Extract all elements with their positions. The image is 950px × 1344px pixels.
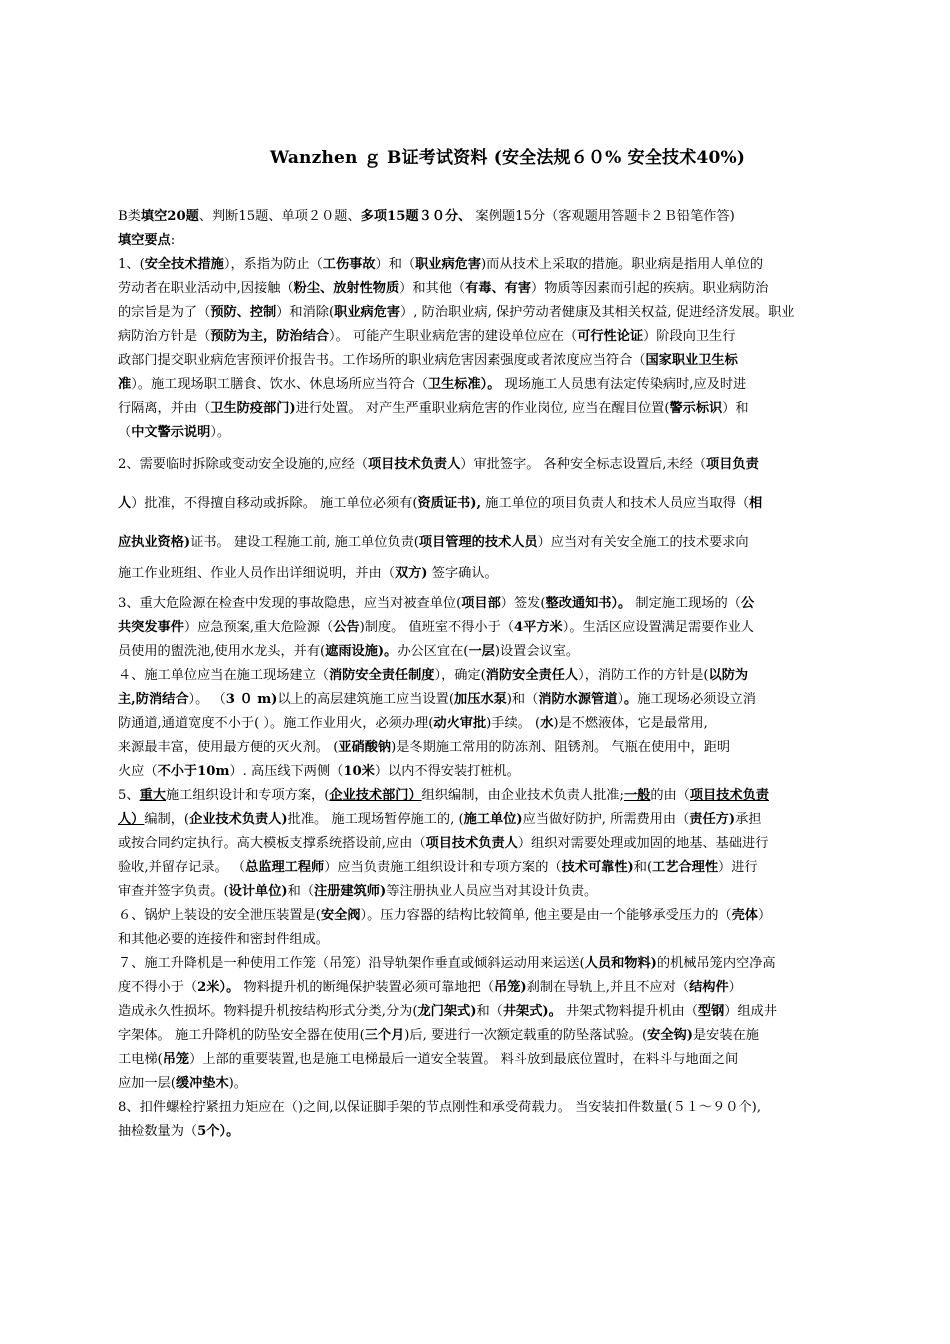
- body-text: :: [170, 233, 176, 248]
- bold-answer: 工艺合理性: [652, 860, 719, 875]
- bold-answer: 项目负责: [706, 457, 759, 472]
- body-text: 物料提升机的断绳保护装置必须可靠地把（: [239, 980, 495, 995]
- body-text: ），确定(: [434, 668, 486, 683]
- body-text: 和（: [476, 1004, 503, 1019]
- text-line: [118, 664, 836, 688]
- body-text: )制度。 值班室不得小于（: [359, 620, 514, 635]
- text-line: [118, 616, 836, 640]
- bold-answer: 注册建筑师): [314, 884, 387, 899]
- bold-answer: 填空20题: [140, 209, 199, 224]
- body-text: ），系指为防止（: [223, 257, 323, 272]
- body-text: 1、(: [118, 257, 145, 272]
- body-text: ）: [757, 908, 772, 923]
- bold-answer: 企业技术负责人): [189, 812, 288, 827]
- bold-answer: 项目部: [461, 596, 501, 611]
- bold-answer: 井架式)。: [502, 1004, 562, 1019]
- bold-answer: 应执业资格): [118, 535, 191, 550]
- text-line: [118, 712, 836, 736]
- bold-answer: 准: [118, 377, 132, 392]
- text-line: [118, 760, 836, 784]
- text-line: [118, 1096, 836, 1120]
- body-text: 施工作业班组、作业人员作出详细说明，并由（: [118, 566, 395, 581]
- bold-answer: [329, 788, 421, 803]
- body-text: 施工单位的项目负责人和技术人员应当取得（: [481, 496, 750, 511]
- body-text: 政部门提交职业病危害预评价报告书。工作场所的职业病危害因素强度或者浓度应当符合（: [118, 353, 646, 368]
- bold-answer: 填空要点: [118, 233, 171, 248]
- text-line: [118, 277, 836, 301]
- body-text: 施工组织设计和专项方案，(: [165, 788, 330, 803]
- bold-answer: 亚硝酸钠: [338, 740, 392, 755]
- body-text: ）应当对有关安全施工的技术要求向: [537, 535, 749, 550]
- body-text: ），消防工作的方针是(: [578, 668, 709, 683]
- text-line: [118, 880, 836, 904]
- body-text: 或按合同约定执行。高大模板支撑系统搭设前,应由（: [118, 836, 426, 851]
- bold-answer: 双方): [394, 566, 428, 581]
- text-line: [118, 976, 836, 1000]
- body-text: ）审批签字。 各种安全标志设置后,未经（: [460, 457, 707, 472]
- body-text: ）。 （: [188, 692, 226, 707]
- underlined-bold-text: 项目技术负责: [689, 788, 769, 803]
- bold-answer: 工伤事故: [322, 257, 376, 272]
- text-line: [118, 484, 836, 523]
- body-text: 案例题15分（客观题用答题卡２Ｂ铅笔作答): [471, 209, 735, 224]
- body-text: ）和其他（: [399, 281, 466, 296]
- text-line: [118, 349, 836, 373]
- body-text: 火应（: [118, 764, 158, 779]
- bold-answer: 安全钩): [647, 1028, 693, 1043]
- bold-answer: 总监理工程师: [245, 860, 325, 875]
- body-text: ）批准，不得擅自移动或拆除。 施工单位必须有(: [131, 496, 418, 511]
- bold-answer: 职业病危害: [415, 257, 482, 272]
- bold-answer: 4平方米: [513, 620, 563, 635]
- bold-answer: 消防安全责任人: [485, 668, 579, 683]
- bold-answer: 吊笼): [494, 980, 527, 995]
- body-text: 审查并签字负责。(: [118, 884, 229, 899]
- body-text: ）组成井: [724, 1004, 778, 1019]
- bold-answer: [140, 788, 166, 803]
- text-line: [118, 1072, 836, 1096]
- body-text: 证书。 建设工程施工前, 施工单位负责(: [190, 535, 419, 550]
- bold-answer: 动火审批: [433, 716, 487, 731]
- body-text: ７、施工升降机是一种使用工作笼（吊笼）沿导轨架作垂直或倾斜运动用来运送(: [118, 956, 585, 971]
- bold-answer: 消防安全责任制度: [329, 668, 435, 683]
- bold-answer: 卫生标准）。: [427, 377, 501, 392]
- text-line: [118, 640, 836, 664]
- body-text: ）. 高压线下两侧（: [229, 764, 344, 779]
- bold-answer: [690, 788, 769, 803]
- body-text: ）应当负责施工组织设计和专项方案的（: [324, 860, 562, 875]
- text-line: [118, 421, 836, 445]
- bold-answer: 以防为: [708, 668, 749, 683]
- body-text: ）和: [722, 401, 749, 416]
- body-text: )是冬期施工常用的防冻剂、阻锈剂。 气瓶在使用中，距明: [391, 740, 731, 755]
- text-line: [118, 397, 836, 421]
- bold-answer: 共突发事件: [118, 620, 184, 635]
- body-text: 制定施工现场的（: [631, 596, 741, 611]
- text-line: [118, 373, 836, 397]
- body-text: 劳动者在职业活动中,因接触（: [118, 281, 294, 296]
- body-text: )手续。 (: [486, 716, 541, 731]
- bold-answer: 有毒、有害: [465, 281, 532, 296]
- body-text: 应加一层(: [118, 1076, 176, 1091]
- text-line: [118, 904, 836, 928]
- body-text: 承担: [735, 812, 762, 827]
- text-line: [118, 688, 836, 712]
- bold-answer: 一层: [468, 644, 495, 659]
- body-text: 办公区宜在(: [397, 644, 469, 659]
- bold-answer: 施工单位): [463, 812, 523, 827]
- text-line: [118, 952, 836, 976]
- bold-answer: 整改通知书）。: [545, 596, 632, 611]
- bold-answer: 项目技术负责人: [425, 836, 518, 851]
- body-text: ）。: [210, 425, 231, 440]
- body-text: 井架式物料提升机由（: [561, 1004, 698, 1019]
- text-line: [118, 523, 836, 562]
- bold-answer: 消防水源管道: [538, 692, 618, 707]
- document-body: [118, 205, 836, 1144]
- text-line: [118, 1120, 836, 1144]
- body-text: 的宗旨是为了（: [118, 305, 211, 320]
- body-text: ）: [728, 980, 742, 995]
- bold-answer: 多项15题３０分、: [360, 209, 472, 224]
- text-line: [118, 856, 836, 880]
- text-line: [118, 205, 836, 229]
- body-text: ４、施工单位应当在施工现场建立（: [118, 668, 329, 683]
- body-text: 刹制在导轨上,并且不应对（: [526, 980, 690, 995]
- body-text: 以上的高层建筑施工应当设置(: [277, 692, 455, 707]
- body-text: ）上部的重要装置,也是施工电梯最后一道安全装置。 料斗放到最底位置时，在料斗与地面之间: [189, 1052, 739, 1067]
- body-text: 抽检数量为（: [118, 1124, 198, 1139]
- body-text: ）物质等因素而引起的疾病。职业病防治: [531, 281, 769, 296]
- bold-answer: 可行性论证: [577, 329, 644, 344]
- body-text: )后, 要进行一次额定载重的防坠落试验。(: [404, 1028, 648, 1043]
- body-text: ６、锅炉上装设的安全泄压装置是(: [118, 908, 321, 923]
- text-line: [118, 301, 836, 325]
- body-text: ）应急预案,重大危险源（: [183, 620, 334, 635]
- bold-answer: 资质证书),: [417, 496, 482, 511]
- body-text: 施工现场必须设立消: [637, 692, 756, 707]
- body-text: ）组织对需要处理或加固的地基、基础进行: [517, 836, 769, 851]
- bold-answer: 壳体: [731, 908, 758, 923]
- bold-answer: 国家职业卫生标: [645, 353, 738, 368]
- bold-answer: 预防、控制: [210, 305, 277, 320]
- body-text: ）阶段向卫生行: [643, 329, 736, 344]
- body-text: 行隔离，并由（: [118, 401, 211, 416]
- body-text: 现场施工人员患有法定传染病时,应及时进: [500, 377, 747, 392]
- bold-answer: 人: [118, 496, 132, 511]
- bold-answer: 粉尘、放射性物质: [293, 281, 400, 296]
- body-text: ）签发(: [500, 596, 546, 611]
- text-line: [118, 325, 836, 349]
- text-line: [118, 253, 836, 277]
- body-text: 签字确认。: [427, 566, 498, 581]
- body-text: 字架体。 施工升降机的防坠安全器在使用(: [118, 1028, 365, 1043]
- body-text: )设置会议室。: [494, 644, 580, 659]
- body-text: 2、需要临时拆除或变动安全设施的,应经（: [118, 457, 368, 472]
- body-text: 度不得小于（: [118, 980, 198, 995]
- bold-answer: [624, 788, 650, 803]
- bold-answer: 公告: [333, 620, 360, 635]
- text-line: [118, 928, 836, 952]
- body-text: 员使用的盥洗池,使用水龙头，并有(: [118, 644, 326, 659]
- underlined-bold-text: 一般: [623, 788, 651, 803]
- body-text: ）, 防治职业病, 保护劳动者健康及其相关权益, 促进经济发展。职业: [400, 305, 795, 320]
- underlined-bold-text: 企业技术部门）: [329, 788, 422, 803]
- bold-answer: 项目管理的技术人员: [418, 535, 538, 550]
- underlined-bold-text: 重大: [139, 788, 166, 803]
- bold-answer: 职业病危害: [334, 305, 401, 320]
- bold-answer: 安全技术措施: [144, 257, 224, 272]
- bold-answer: 技术可靠性): [561, 860, 634, 875]
- body-text: 和（: [287, 884, 315, 899]
- body-text: 组织编制，由企业技术负责人批准;: [421, 788, 624, 803]
- bold-answer: 预防为主，防治结合: [210, 329, 329, 344]
- bold-answer: 人员和物料): [584, 956, 657, 971]
- text-line: [118, 229, 836, 253]
- bold-answer: 相: [749, 496, 763, 511]
- body-text: ）。 可能产生职业病危害的建设单位应在（: [329, 329, 578, 344]
- body-text: B类: [118, 209, 141, 224]
- bold-answer: 2米）。: [197, 980, 240, 995]
- body-text: 、判断15题、单项２０题、: [198, 209, 361, 224]
- body-text: ）和（: [375, 257, 416, 272]
- text-line: [118, 1000, 836, 1024]
- body-text: 应当做好防护, 所需费用由（: [522, 812, 690, 827]
- body-text: 的机械吊笼内空净高: [656, 956, 776, 971]
- text-line: [118, 1024, 836, 1048]
- body-text: ）。施工现场职工膳食、饮水、休息场所应当符合（: [131, 377, 428, 392]
- body-text: 3、重大危险源在检查中发现的事故隐患，应当对被查单位(: [118, 596, 462, 611]
- text-line: [118, 784, 836, 808]
- body-text: 的由（: [650, 788, 690, 803]
- body-text: 验收,并留存记录。 （: [118, 860, 246, 875]
- bold-answer: 主,防消结合: [118, 692, 189, 707]
- body-text: 进行处置。 对产生严重职业病危害的作业岗位, 应当在醒目位置(: [295, 401, 670, 416]
- bold-answer: 结构件: [689, 980, 729, 995]
- body-text: 防通道,通道宽度不小于( ）。施工作业用火，必须办理(: [118, 716, 434, 731]
- bold-answer: 5个）。: [197, 1124, 240, 1139]
- body-text: （: [118, 425, 132, 440]
- body-text: ）和消除(: [276, 305, 335, 320]
- body-text: 工电梯(: [118, 1052, 163, 1067]
- bold-answer: 龙门架式): [417, 1004, 477, 1019]
- bold-answer: 项目技术负责人: [367, 457, 461, 472]
- body-text: 是安装在施: [692, 1028, 759, 1043]
- bold-answer: 10米: [343, 764, 375, 779]
- bold-answer: 缓冲垫木: [175, 1076, 229, 1091]
- bold-answer: 安全阀: [320, 908, 361, 923]
- bold-answer: 卫生防疫部门): [210, 401, 296, 416]
- body-text: )和（: [506, 692, 539, 707]
- bold-answer: 。: [624, 692, 638, 707]
- bold-answer: 吊笼: [162, 1052, 190, 1067]
- document-title: Wanzhen ｇ B证考试资料 (安全法规６０% 安全技术40%): [270, 148, 746, 168]
- body-text: 编制，(: [144, 812, 190, 827]
- body-text: ）: [617, 692, 625, 707]
- body-text: 和(: [633, 860, 653, 875]
- body-text: 8、扣件螺栓拧紧扭力矩应在（)之间,以保证脚手架的节点刚性和承受荷载力。 当安装扣件数量(５１～９０个),: [118, 1100, 762, 1115]
- bold-answer: 责任方): [689, 812, 736, 827]
- body-text: 和其他必要的连接件和密封件组成。: [118, 932, 329, 947]
- bold-answer: 设计单位): [228, 884, 288, 899]
- body-text: ）。生活区应设置满足需要作业人: [562, 620, 754, 635]
- bold-answer: 水: [540, 716, 554, 731]
- text-line: [118, 1048, 836, 1072]
- bold-answer: 3 ０ m): [225, 692, 278, 707]
- bold-answer: 加压水泵: [454, 692, 507, 707]
- body-text: )是不燃液体，它是最常用,: [553, 716, 708, 731]
- body-text: )。: [228, 1076, 247, 1091]
- body-text: 来源最丰富，使用最方便的灭火剂。 (: [118, 740, 339, 755]
- bold-answer: 遮雨设施)。: [325, 644, 398, 659]
- bold-answer: [118, 812, 144, 827]
- body-text: 病防治方针是（: [118, 329, 211, 344]
- text-line: [118, 562, 836, 592]
- body-text: )而从技术上采取的措施。职业病是指用人单位的: [481, 257, 764, 272]
- body-text: ）进行: [718, 860, 758, 875]
- bold-answer: 警示标识: [669, 401, 723, 416]
- bold-answer: 不小于10m: [157, 764, 230, 779]
- body-text: 批准。 施工现场暂停施工的, (: [287, 812, 464, 827]
- bold-answer: 三个月: [364, 1028, 405, 1043]
- bold-answer: 型钢: [697, 1004, 725, 1019]
- body-text: 造成永久性损坏。物料提升机按结构形式分类,分为(: [118, 1004, 418, 1019]
- bold-answer: 公: [740, 596, 755, 611]
- text-line: [118, 736, 836, 760]
- underlined-bold-text: 人）: [118, 812, 145, 827]
- text-line: [118, 592, 836, 616]
- bold-answer: 中文警示说明: [131, 425, 211, 440]
- body-text: 5、: [118, 788, 140, 803]
- body-text: ）。压力容器的结构比较简单, 他主要是由一个能够承受压力的（: [360, 908, 732, 923]
- text-line: [118, 832, 836, 856]
- text-line: [118, 808, 836, 832]
- body-text: ）以内不得安装打桩机。: [374, 764, 520, 779]
- body-text: 等注册执业人员应当对其设计负责。: [386, 884, 598, 899]
- text-line: [118, 445, 836, 484]
